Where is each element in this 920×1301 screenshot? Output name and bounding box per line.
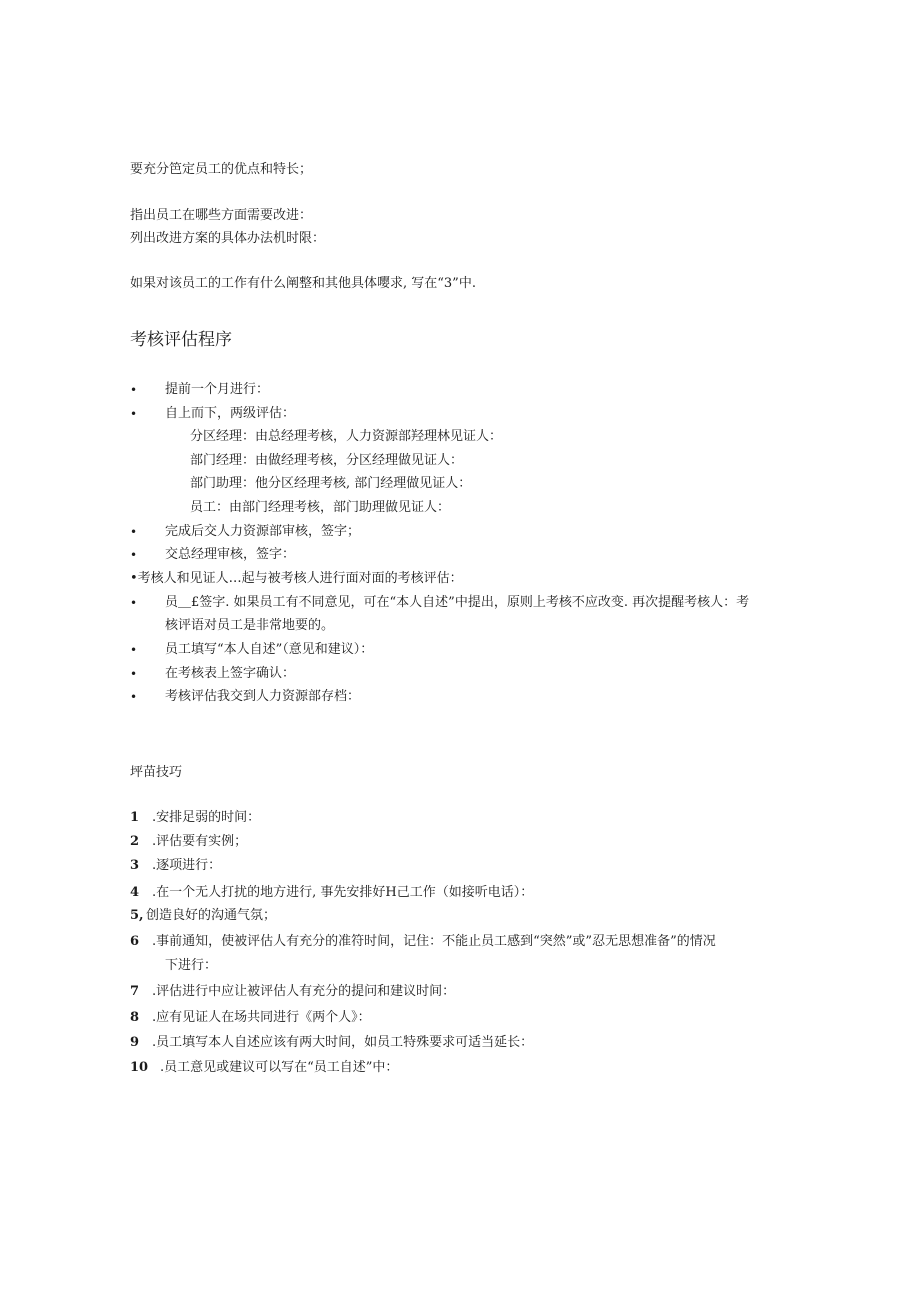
skills-item: .员工填写本人自述应该有两大时间，如员工特殊要求可适当延长： xyxy=(152,1035,534,1050)
skills-item: .评估进行中应让被评估人有充分的提问和建议时间： xyxy=(152,984,456,999)
procedure-item: 交总经理审核，签字： xyxy=(165,547,296,562)
procedure-item: 在考核表上签字确认： xyxy=(165,666,296,681)
skills-item: .应有见证人在场共同进行《两个人》： xyxy=(152,1010,371,1025)
procedure-heading: 考核评估程序 xyxy=(130,330,232,350)
procedure-item: 员工填写“本人自述”（意见和建议）： xyxy=(165,642,374,657)
bullet-marker: • xyxy=(130,643,138,657)
procedure-item: 完成后交人力资源部审核，签字； xyxy=(165,524,361,539)
list-number: 1 xyxy=(130,810,140,825)
procedure-item: 员＿£签字. 如果员工有不同意见，可在“本人自述”中提出，原则上考核不应改变. 再次提醒考核人：考 xyxy=(165,595,750,610)
procedure-subitem: 部门经理：由做经理考核，分区经理做见证人： xyxy=(190,453,464,468)
list-number: 6 xyxy=(130,934,140,949)
skills-item-continuation: 下进行： xyxy=(165,958,218,973)
list-number: 8 xyxy=(130,1010,140,1025)
list-number: 5, xyxy=(130,908,144,923)
intro-line-4: 如果对该员工的工作有什么阐整和其他具体嘤求, 写在“3”中. xyxy=(130,276,476,291)
skills-item: .员工意见或建议可以写在“员工自述”中： xyxy=(160,1060,399,1075)
procedure-item-continuation: 核评语对员工是非常地要的。 xyxy=(165,618,335,633)
bullet-marker: • xyxy=(130,690,138,704)
list-number: 10 xyxy=(130,1060,149,1075)
skills-item: .在一个无人打扰的地方进行, 事先安排好H己工作（如接听电话）： xyxy=(152,885,534,900)
bullet-marker: • xyxy=(130,667,138,681)
skills-item: .逐项进行： xyxy=(152,858,222,873)
skills-item: .事前通知，使被评估人有充分的准符时间，记住：不能止员工感到“突然”或”忍无思想准备”的情况 xyxy=(152,934,716,949)
bullet-marker: • xyxy=(130,407,138,421)
intro-line-2: 指出员工在哪些方面需要改进： xyxy=(130,208,313,223)
procedure-item: 自上而下，两级评估： xyxy=(165,406,296,421)
procedure-item: •考核人和见证人…起与被考核人进行面对面的考核评估： xyxy=(130,571,463,586)
intro-line-1: 要充分笆定员工的优点和特长； xyxy=(130,162,313,177)
skills-item: .评估要有实例； xyxy=(152,834,248,849)
list-number: 7 xyxy=(130,984,140,999)
list-number: 9 xyxy=(130,1035,140,1050)
bullet-marker: • xyxy=(130,548,138,562)
procedure-item: 提前一个月进行： xyxy=(165,382,270,397)
list-number: 3 xyxy=(130,858,140,873)
list-number: 4 xyxy=(130,885,140,900)
bullet-marker: • xyxy=(130,383,138,397)
skills-item: 创造良好的沟通气氛； xyxy=(146,908,277,923)
intro-line-3: 列出改进方案的具体办法机时限： xyxy=(130,231,326,246)
procedure-subitem: 部门助理：他分区经理考核, 部门经理做见证人： xyxy=(190,476,472,491)
procedure-subitem: 员工：由部门经理考核，部门助理做见证人： xyxy=(190,500,451,515)
procedure-item: 考核评估我交到人力资源部存档： xyxy=(165,689,361,704)
skills-item: .安排足弱的时间： xyxy=(152,810,261,825)
bullet-marker: • xyxy=(130,525,138,539)
bullet-marker: • xyxy=(130,596,138,610)
skills-heading: 坪苗技巧 xyxy=(130,765,183,780)
list-number: 2 xyxy=(130,834,140,849)
procedure-subitem: 分区经理：由总经理考核，人力资源部羟理林见证人： xyxy=(190,429,503,444)
